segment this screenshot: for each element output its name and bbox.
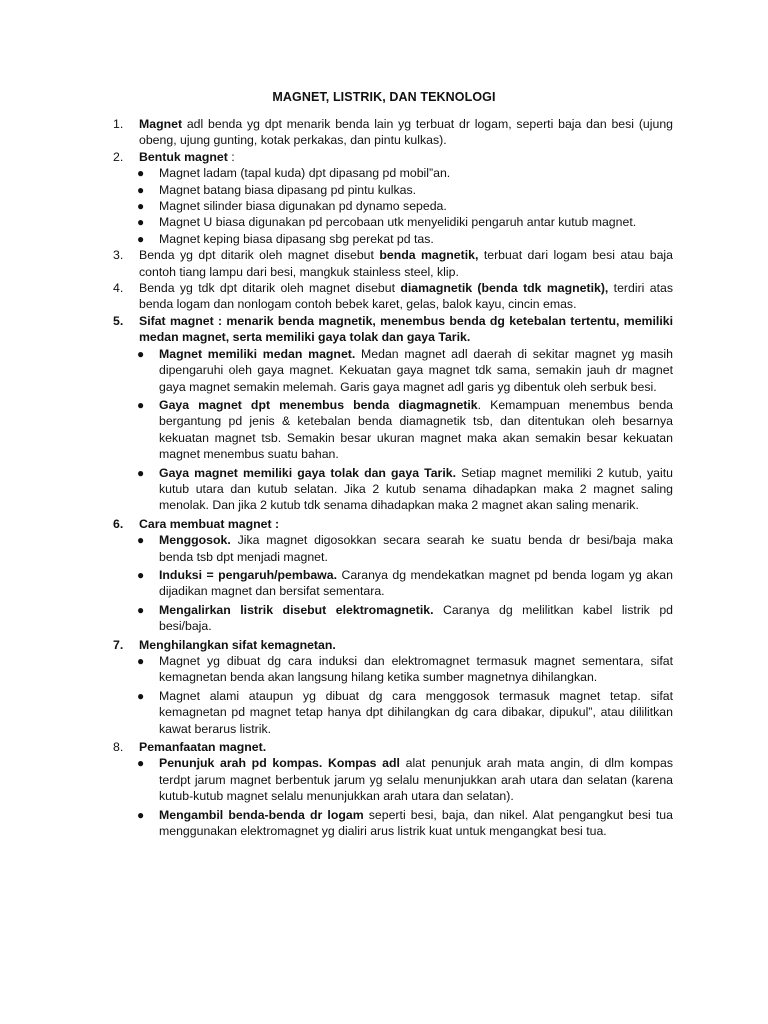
bullet-icon: ● bbox=[137, 756, 145, 771]
bullet-icon: ● bbox=[137, 807, 145, 822]
item-number: 7. bbox=[113, 637, 124, 652]
bullet-list bbox=[113, 755, 673, 839]
bullet-icon: ● bbox=[137, 166, 145, 181]
bullet-icon: ● bbox=[137, 397, 145, 412]
item-text bbox=[139, 116, 673, 149]
item-description: terbuat dari logam besi atau baja contoh tiang lampu dari besi, mangkuk stainless steel, klip. bbox=[139, 248, 673, 279]
bullet-item bbox=[113, 231, 673, 247]
bullet-text: alat penunjuk arah mata angin, di dlm kompas terdpt jarum magnet berbentuk jarum yg selalu menunjukkan arah utara dan selatan (karena kutub-kutub magnet selalu menunjukkan arah utara dan selatan). bbox=[159, 756, 673, 804]
item-description: Benda yg dpt ditarik oleh magnet disebut bbox=[139, 248, 380, 263]
item-number: 3. bbox=[113, 248, 124, 263]
item-text bbox=[139, 149, 673, 165]
bullet-text: Magnet U biasa digunakan pd percobaan utk menyelidiki pengaruh antar kutub magnet. bbox=[159, 215, 637, 230]
bullet-text: Magnet silinder biasa digunakan pd dynamo sepeda. bbox=[159, 199, 447, 214]
bullet-item bbox=[113, 165, 673, 181]
bullet-item bbox=[113, 755, 673, 804]
bullet-item bbox=[113, 214, 673, 230]
bullet-item bbox=[113, 567, 673, 600]
item-term: benda magnetik, bbox=[379, 248, 479, 263]
item-number: 6. bbox=[113, 516, 124, 531]
list-item bbox=[113, 116, 673, 149]
bullet-icon: ● bbox=[137, 215, 145, 230]
item-description: Benda yg tdk dpt ditarik oleh magnet disebut bbox=[139, 281, 401, 296]
bullet-item bbox=[113, 346, 673, 395]
bullet-item bbox=[113, 807, 673, 840]
bullet-term: Mengalirkan listrik disebut elektromagnetik. bbox=[159, 602, 434, 617]
item-text bbox=[139, 247, 673, 280]
bullet-item bbox=[113, 397, 673, 463]
item-heading: Menghilangkan sifat kemagnetan. bbox=[139, 637, 336, 652]
document-body bbox=[113, 116, 673, 841]
item-term: diamagnetik (benda tdk magnetik), bbox=[400, 281, 609, 296]
bullet-text: Magnet yg dibuat dg cara induksi dan elektromagnet termasuk magnet sementara, sifat kemagnetan benda akan langsung hilang ketika sumber magnetnya dihilangkan. bbox=[159, 654, 673, 685]
bullet-icon: ● bbox=[137, 602, 145, 617]
list-item bbox=[113, 280, 673, 313]
item-description: adl benda yg dpt menarik benda lain yg terbuat dr logam, seperti baja dan besi (ujung obeng, ujung gunting, kotak perkakas, dan pintu kulkas). bbox=[139, 117, 673, 148]
bullet-text: Caranya dg melilitkan kabel listrik pd besi/baja. bbox=[159, 602, 673, 634]
list-item bbox=[113, 516, 673, 532]
bullet-term: Mengambil benda-benda dr logam bbox=[159, 807, 364, 822]
bullet-item bbox=[113, 198, 673, 214]
bullet-item bbox=[113, 602, 673, 635]
bullet-item bbox=[113, 688, 673, 737]
bullet-icon: ● bbox=[137, 654, 145, 668]
item-number: 5. bbox=[113, 313, 124, 328]
bullet-icon: ● bbox=[137, 199, 145, 214]
bullet-list bbox=[113, 653, 673, 737]
bullet-icon: ● bbox=[137, 182, 145, 197]
bullet-item bbox=[113, 532, 673, 565]
list-item bbox=[113, 149, 673, 165]
bullet-list bbox=[113, 532, 673, 634]
bullet-text: Magnet batang biasa dipasang pd pintu kulkas. bbox=[159, 182, 417, 197]
item-description: : bbox=[227, 149, 235, 164]
bullet-icon: ● bbox=[137, 688, 145, 703]
bullet-text: Magnet ladam (tapal kuda) dpt dipasang pd mobil”an. bbox=[159, 166, 451, 181]
bullet-text: Magnet alami ataupun yg dibuat dg cara menggosok termasuk magnet tetap. sifat kemagnetan pd magnet tetap hanya dpt dihilangkan dg cara dibakar, dipukul”, atau dililitkan kawat berarus listrik. bbox=[159, 688, 673, 736]
item-number: 8. bbox=[113, 740, 124, 755]
page-title: MAGNET, LISTRIK, DAN TEKNOLOGI bbox=[272, 90, 496, 104]
bullet-term: Menggosok. bbox=[159, 533, 231, 548]
bullet-icon: ● bbox=[137, 231, 145, 246]
item-term: Bentuk magnet bbox=[139, 149, 228, 164]
item-text bbox=[139, 280, 673, 313]
bullet-item bbox=[113, 465, 673, 514]
item-heading: Sifat magnet : menarik benda magnetik, menembus benda dg ketebalan tertentu, memiliki medan magnet, serta memiliki gaya tolak dan gaya Tarik. bbox=[139, 313, 673, 345]
list-item bbox=[113, 637, 673, 653]
bullet-term: Gaya magnet memiliki gaya tolak dan gaya Tarik. bbox=[159, 465, 456, 480]
bullet-icon: ● bbox=[137, 465, 145, 480]
bullet-text: Caranya dg mendekatkan magnet pd benda logam yg akan dijadikan magnet dan bersifat sementara. bbox=[159, 567, 673, 599]
list-item bbox=[113, 247, 673, 280]
item-number: 4. bbox=[113, 281, 124, 296]
bullet-text: Magnet keping biasa dipasang sbg perekat pd tas. bbox=[159, 231, 434, 246]
item-heading: Cara membuat magnet : bbox=[139, 516, 280, 531]
bullet-text: Setiap magnet memiliki 2 kutub, yaitu kutub utara dan kutub selatan. Jika 2 kutub senama dihadapkan maka 2 magnet saling menolak. Dan jika 2 kutub tdk senama dihadapkan maka 2 magnet akan saling menarik. bbox=[159, 465, 673, 513]
bullet-text: Medan magnet adl daerah di sekitar magnet yg masih dipengaruhi oleh gaya magnet. Kekuatan gaya magnet tdk sama, semakin jauh dr magnet gaya magnet semakin melemah. Garis gaya magnet adl garis yg dibentuk oleh serbuk besi. bbox=[159, 346, 673, 394]
bullet-term: Magnet memiliki medan magnet. bbox=[159, 346, 356, 361]
bullet-text: . Kemampuan menembus benda bergantung pd jenis & ketebalan benda diamagnetik tsb, dan ditentukan oleh besarnya kekuatan magnet tsb. Semakin besar ukuran magnet maka akan semakin besar kekuatan magnet menembus suatu bahan. bbox=[159, 397, 673, 462]
item-number: 1. bbox=[113, 117, 124, 131]
item-description: terdiri atas benda logam dan nonlogam contoh bebek karet, gelas, balok kayu, cincin emas. bbox=[139, 281, 673, 312]
bullet-icon: ● bbox=[137, 567, 145, 582]
bullet-text: seperti besi, baja, dan nikel. Alat pengangkut besi tua menggunakan elektromagnet yg dialiri arus listrik kuat untuk mengangkat besi tua. bbox=[159, 807, 673, 839]
bullet-item bbox=[113, 653, 673, 686]
bullet-list bbox=[113, 165, 673, 247]
bullet-icon: ● bbox=[137, 533, 145, 548]
bullet-icon: ● bbox=[137, 346, 145, 361]
item-number: 2. bbox=[113, 149, 124, 164]
item-term: Magnet bbox=[139, 117, 183, 131]
bullet-item bbox=[113, 182, 673, 198]
list-item bbox=[113, 739, 673, 755]
list-item bbox=[113, 313, 673, 346]
bullet-term: Gaya magnet dpt menembus benda diagmagnetik bbox=[159, 397, 478, 412]
bullet-text: Jika magnet digosokkan secara searah ke suatu benda dr besi/baja maka benda tsb dpt menjadi magnet. bbox=[159, 533, 673, 564]
bullet-list bbox=[113, 346, 673, 514]
bullet-term: Penunjuk arah pd kompas. Kompas adl bbox=[159, 756, 400, 771]
item-heading: Pemanfaatan magnet. bbox=[139, 740, 267, 755]
bullet-term: Induksi = pengaruh/pembawa. bbox=[159, 567, 337, 582]
